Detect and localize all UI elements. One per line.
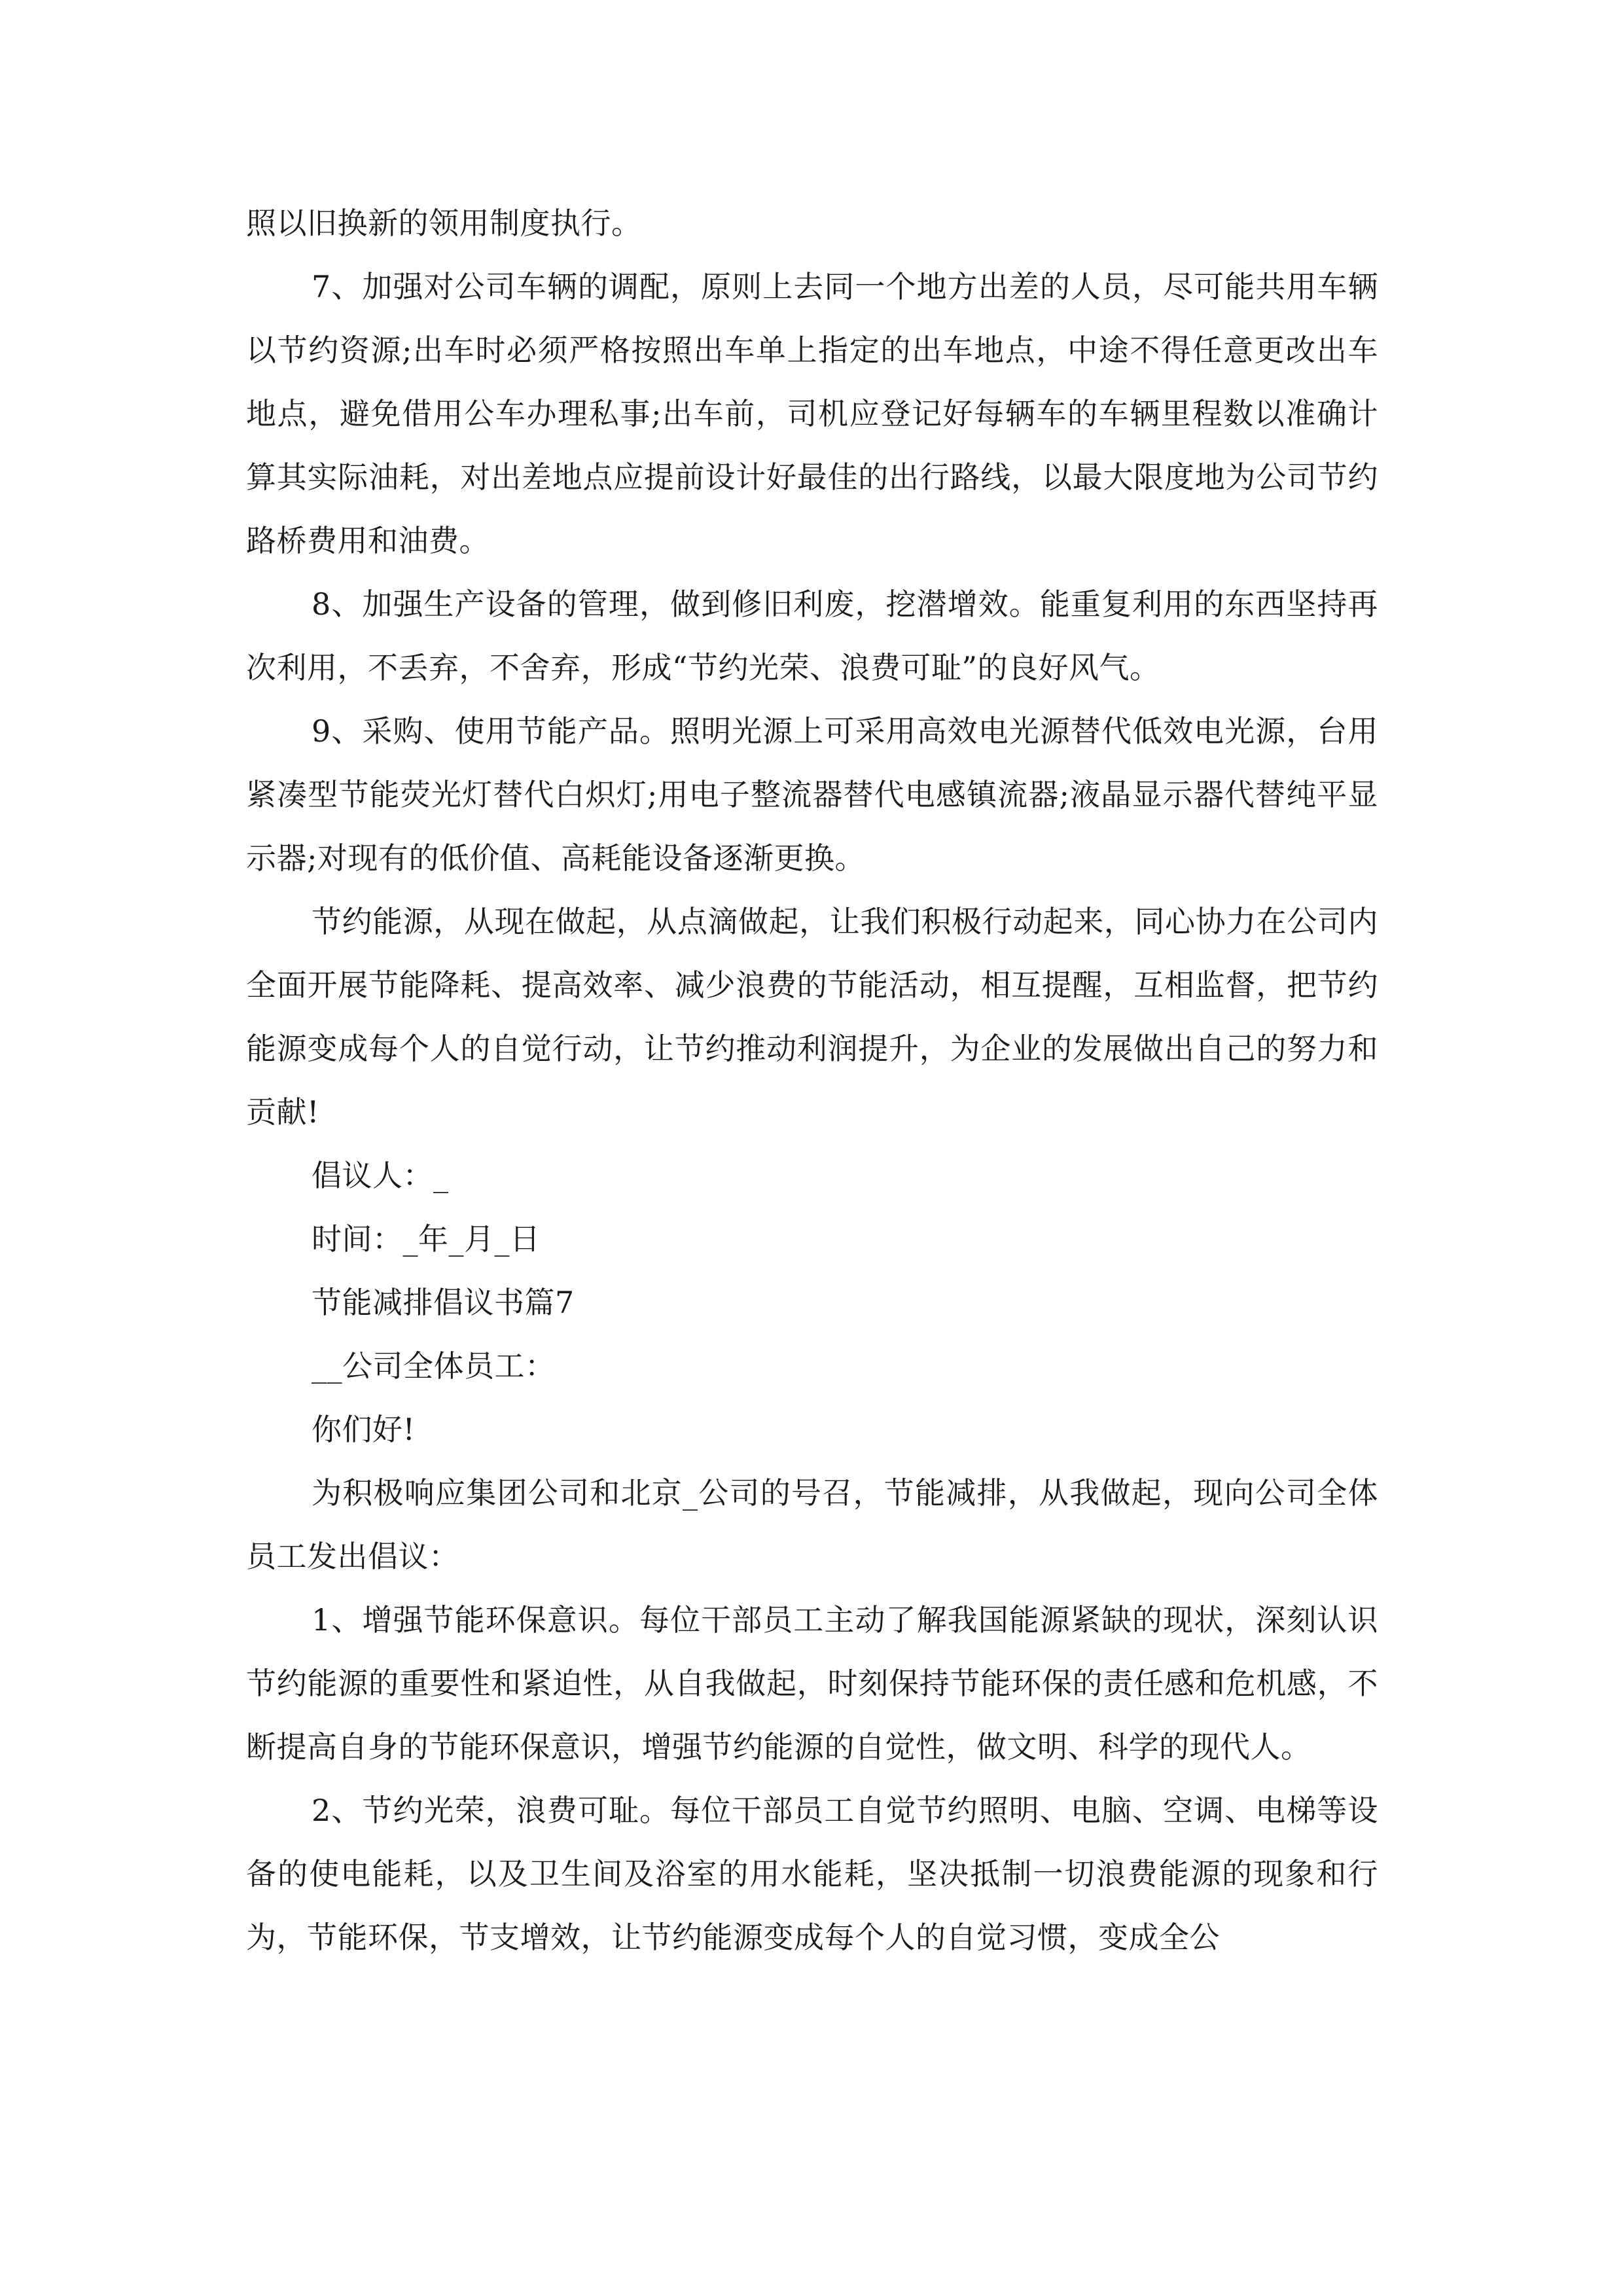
salutation: __公司全体员工： — [312, 1348, 556, 1384]
paragraph-item-9-products: 9、采购、使用节能产品。照明光源上可采用高效电光源替代低效电光源，台用紧凑型节能荧光灯替代白炽灯;用电子整流器替代电感镇流器;液晶显示器代替纯平显示器;对现有的低价值、高耗能设备逐渐更换。 — [246, 713, 1378, 876]
paragraph-item-2-saving: 2、节约光荣，浪费可耻。每位干部员工自觉节约照明、电脑、空调、电梯等设备的使电能耗，以及卫生间及浴室的用水能耗，坚决抵制一切浪费能源的现象和行为，节能环保，节支增效，让节约能源变成每个人的自觉习惯，变成全公 — [246, 1793, 1378, 1955]
paragraph-item-1-awareness: 1、增强节能环保意识。每位干部员工主动了解我国能源紧缺的现状，深刻认识节约能源的重要性和紧迫性，从自我做起，时刻保持节能环保的责任感和危机感，不断提高自身的节能环保意识，增强节约能源的自觉性，做文明、科学的现代人。 — [246, 1602, 1378, 1765]
signature-proposer: 倡议人：_ — [312, 1158, 449, 1193]
section-title: 节能减排倡议书篇7 — [312, 1285, 575, 1320]
signature-date: 时间：_年_月_日 — [312, 1221, 541, 1257]
paragraph-closing-appeal: 节约能源，从现在做起，从点滴做起，让我们积极行动起来，同心协力在公司内全面开展节能降耗、提高效率、减少浪费的节能活动，相互提醒，互相监督，把节约能源变成每个人的自觉行动，让节约推动利润提升，为企业的发展做出自己的努力和贡献! — [246, 904, 1378, 1130]
greeting: 你们好! — [312, 1412, 416, 1447]
paragraph-item-7-vehicles: 7、加强对公司车辆的调配，原则上去同一个地方出差的人员，尽可能共用车辆以节约资源;出车时必须严格按照出车单上指定的出车地点，中途不得任意更改出车地点，避免借用公车办理私事;出车前，司机应登记好每辆车的车辆里程数以准确计算其实际油耗，对出差地点应提前设计好最佳的出行路线，以最大限度地为公司节约路桥费用和油费。 — [246, 269, 1378, 558]
paragraph-continuation: 照以旧换新的领用制度执行。 — [246, 206, 642, 241]
document-body — [246, 192, 1378, 1969]
paragraph-item-8-equipment: 8、加强生产设备的管理，做到修旧利废，挖潜增效。能重复利用的东西坚持再次利用，不丢弃，不舍弃，形成“节约光荣、浪费可耻”的良好风气。 — [246, 586, 1378, 685]
paragraph-intro: 为积极响应集团公司和北京_公司的号召，节能减排，从我做起，现向公司全体员工发出倡议： — [246, 1475, 1378, 1574]
